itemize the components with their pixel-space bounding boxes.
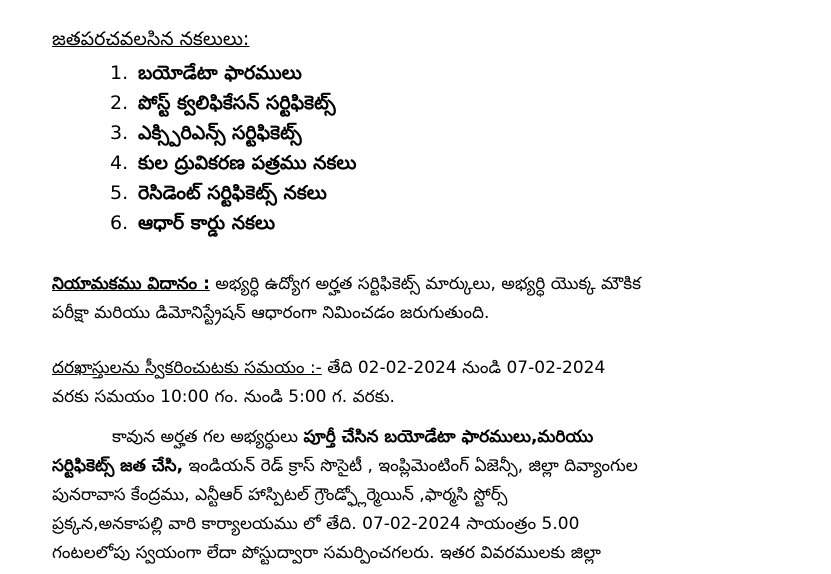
submission-text-5: గంటలలోపు స్వయంగా లేదా పోస్టుద్వారా సమర్పించగలరు. ఇతర వివరములకు జిల్లా (52, 543, 601, 563)
selection-text-1: అభ్యర్ధి ఉద్యోగ అర్హత సర్టిఫికెట్స్ మార్కులు, అభ్యర్ధి యొక్క మౌకిక (209, 274, 641, 294)
selection-label: నియామకము విదానం : (52, 274, 210, 294)
submission-line-1 (52, 423, 812, 452)
list-item-text: పోస్ట్ క్వలిఫికేసన్ సర్టిఫికెట్స్ (138, 92, 336, 114)
list-item-text: రెసిడెంట్ సర్టిఫికెట్స్ నకలు (138, 182, 327, 204)
list-item-number: 2. (110, 92, 129, 114)
selection-paragraph (52, 270, 812, 328)
timing-text-1: తేది 02-02-2024 నుండి 07-02-2024 (321, 358, 606, 378)
list-item (110, 208, 356, 238)
submission-text-1b: పూర్తీ చేసిన బయోడేటా ఫారములు,మరియు (303, 427, 594, 447)
timing-paragraph (52, 354, 812, 412)
submission-text-3: పునరావాస కేంద్రము, ఎన్టీఆర్ హాస్పిటల్ గ్రౌండ్ఫ్లోర్మెయిన్ ,ఫార్మసి స్టోర్స్ (52, 485, 508, 505)
list-item (110, 118, 356, 148)
submission-text-2a: సర్టిఫికెట్స్ జత చేసి, (52, 456, 184, 476)
list-item-number: 3. (110, 122, 129, 144)
timing-label: దరఖాస్తులను స్వీకరించుటకు సమయం :- (52, 358, 322, 378)
list-item-number: 1. (110, 62, 129, 84)
list-item-text: కుల ద్రువికరణ పత్రము నకలు (138, 152, 357, 174)
list-item-text: బయోడేటా ఫారములు (138, 62, 302, 84)
list-item-text: ఆధార్ కార్డు నకలు (138, 212, 276, 234)
documents-heading: జతపరచవలసిన నకలులు: (52, 28, 250, 50)
list-item (110, 88, 356, 118)
timing-line-1 (52, 354, 812, 383)
list-item-text: ఎక్స్పిరిఎన్స్ సర్టిఫికెట్స్ (138, 122, 302, 144)
list-item-number: 5. (110, 182, 129, 204)
submission-text-2b: ఇండియన్ రెడ్ క్రాస్ సొసైటీ , ఇంప్లిమెంటింగ్ ఏజెన్సీ, జిల్లా దివ్యాంగుల (183, 456, 638, 476)
selection-text-2: పరీక్షా మరియు డిమోనిస్ట్రేషన్ ఆధారంగా నిమించడం జరుగుతుంది. (52, 303, 490, 323)
submission-text-4: ప్రక్కన,అనకాపల్లి వారి కార్యాలయము లో తేది. 07-02-2024 సాయంత్రం 5.00 (52, 514, 580, 534)
list-item-number: 4. (110, 152, 129, 174)
list-item (110, 148, 356, 178)
submission-paragraph (52, 423, 812, 568)
list-item (110, 58, 356, 88)
submission-line-2 (52, 452, 812, 481)
documents-list (110, 58, 356, 238)
list-item (110, 178, 356, 208)
list-item-number: 6. (110, 212, 129, 234)
submission-text-1a: కావున అర్హత గల అభ్యర్ధులు (112, 427, 304, 447)
selection-line-1 (52, 270, 812, 299)
timing-text-2: వరకు సమయం 10:00 గం. నుండి 5:00 గ. వరకు. (52, 387, 395, 407)
